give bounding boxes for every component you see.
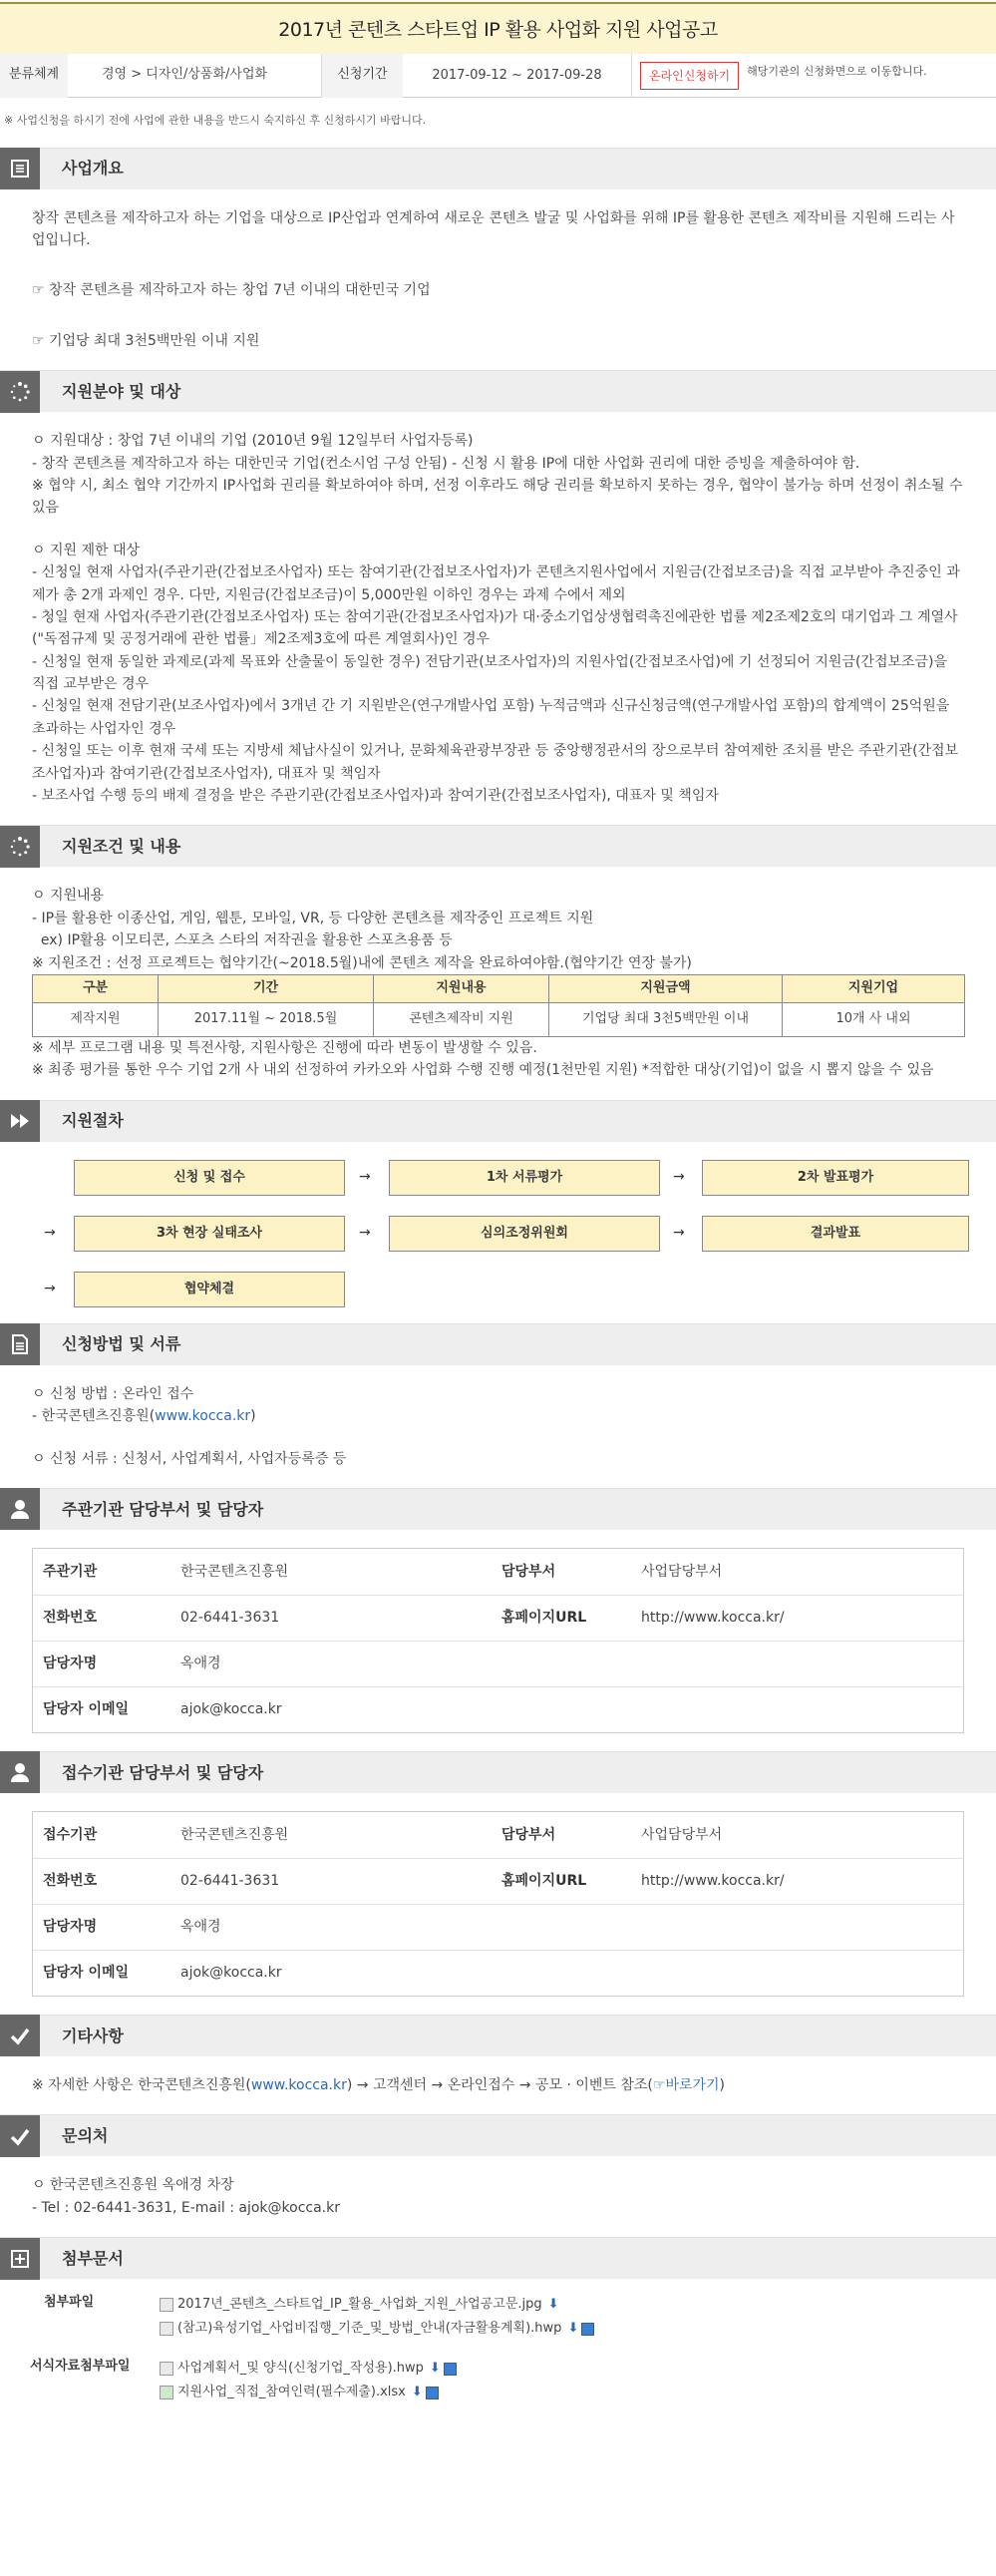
conditions-text: ※ 지원조건 : 선정 프로젝트는 협약기간(~2018.5월)내에 콘텐츠 제작을 완료하여야함.(협약기간 연장 불가) [32,954,692,971]
table-cell: 기업당 최대 3천5백만원 이내 [549,1002,783,1036]
meta-bar [0,54,996,98]
file-name[interactable]: 2017년_콘텐츠_스타트업_IP_활용_사업화_지원_사업공고문.jpg [177,2296,542,2312]
check-icon [0,2015,40,2056]
preview-icon[interactable] [581,2323,594,2336]
info-value: 옥애경 [180,1919,221,1936]
info-value: 옥애경 [180,1656,221,1672]
info-row [33,1812,963,1858]
conditions-text: - IP를 활용한 이종산업, 게임, 웹툰, 모바일, VR, 등 다양한 콘텐츠를 제작중인 프로젝트 지원 [32,910,594,926]
etc-text-middle: ) → 고객센터 → 온라인접수 → 공모 · 이벤트 참조( [346,2076,653,2093]
info-row [33,1904,963,1950]
overview-text: ☞ 기업당 최대 3천5백만원 이내 지원 [32,332,260,349]
procedure-step: 2차 발표평가 [702,1160,969,1196]
info-value: 한국콘텐츠진흥원 [180,1826,289,1843]
target-text: ㅇ 지원대상 : 창업 7년 이내의 기업 (2010년 9월 12일부터 사업자등록) [32,433,474,450]
target-text: - 신청일 현재 사업자(주관기관(간접보조사업자) 또는 참여기관(간접보조사업자)가 콘텐츠지원사업에서 지원금(간접보조금)을 직접 교부받아 추진중인 과제가 총 2개 과제인 경우. 다만, 지원금(간접보조금)이 5,000만원 이하인 경우는 과제 수에서 제외 [32,564,960,603]
file-item [160,2293,594,2317]
info-row [33,1950,963,1996]
arrow-icon: → [44,1224,56,1241]
apply-body [0,1365,996,1488]
table-header: 지원기업 [783,974,965,1002]
section-header-etc [0,2015,996,2056]
section-title: 주관기관 담당부서 및 담당자 [62,1499,264,1519]
attachments [0,2279,996,2416]
apply-text: ㅇ 신청 서류 : 신청서, 사업계획서, 사업자등록증 등 [32,1450,347,1467]
info-label: 담당자명 [43,1656,98,1672]
info-row [33,1641,963,1686]
table-header: 구분 [33,974,159,1002]
attachment-label: 서식자료첨부파일 [30,2359,131,2375]
table-header: 지원내용 [374,974,549,1002]
preview-icon[interactable] [426,2387,439,2399]
section-title: 지원조건 및 내용 [62,837,181,857]
section-header-receiver [0,1751,996,1793]
contact-body [0,2156,996,2237]
info-row [33,1549,963,1595]
apply-text-prefix: - 한국콘텐츠진흥원( [32,1408,156,1425]
section-title: 기타사항 [62,2025,124,2045]
contact-text: - Tel : 02-6441-3631, E-mail : ajok@kocca.kr [32,2199,340,2216]
table-cell: 콘텐츠제작비 지원 [374,1002,549,1036]
section-header-procedure [0,1100,996,1142]
homepage-url[interactable]: http://www.kocca.kr/ [641,1610,785,1627]
procedure-step: 신청 및 접수 [74,1160,345,1196]
file-name[interactable]: (참고)육성기업_사업비집행_기준_및_방법_안내(자금활용계획).hwp [177,2320,562,2336]
section-header-apply [0,1323,996,1365]
kocca-link[interactable]: www.kocca.kr [250,2076,347,2093]
info-label: 전화번호 [43,1610,98,1627]
section-title: 문의처 [62,2126,109,2146]
info-label: 전화번호 [43,1873,98,1890]
hwp-file-icon [160,2322,173,2336]
page [0,2,996,2416]
info-label: 홈페이지URL [501,1873,587,1890]
info-label: 담당자 이메일 [43,1965,130,1982]
receiver-info-table [32,1811,964,1997]
target-text: - 보조사업 수행 등의 배제 결정을 받은 주관기관(간접보조사업자)과 참여기관(간접보조사업자), 대표자 및 책임자 [32,788,719,805]
info-row [33,1595,963,1641]
info-label: 담당자명 [43,1919,98,1936]
apply-text: ㅇ 신청 방법 : 온라인 접수 [32,1385,194,1402]
category-label: 분류체계 [0,54,68,98]
table-cell: 2017.11월 ~ 2018.5월 [159,1002,374,1036]
etc-text-prefix: ※ 자세한 사항은 한국콘텐츠진흥원( [32,2076,251,2093]
conditions-text: ※ 최종 평가를 통한 우수 기업 2개 사 내외 선정하여 카카오와 사업화 수행 진행 예정(1천만원 지원) *적합한 대상(기업)이 없을 시 뽑지 않을 수 있음 [32,1062,934,1079]
online-apply-button[interactable]: 온라인신청하기 [640,62,739,90]
file-name[interactable]: 사업계획서_및 양식(신청기업_작성용).hwp [177,2360,424,2376]
spinner-icon [0,826,40,868]
conditions-text: ㅇ 지원내용 [32,888,105,905]
target-text: ※ 협약 시, 최소 협약 기간까지 IP사업화 권리를 확보하여야 하며, 선정 이후라도 해당 권리를 확보하지 못하는 경우, 협약이 불가능 하며 선정이 취소될 수 있음 [32,477,963,517]
etc-text [32,2074,964,2096]
attachment-group [0,2357,996,2404]
preview-icon[interactable] [444,2363,457,2376]
section-title: 지원분야 및 대상 [62,381,181,401]
info-value: 02-6441-3631 [180,1610,280,1627]
download-icon[interactable]: ⬇ [567,2320,579,2336]
shortcut-link[interactable]: ☞바로가기 [652,2076,720,2093]
procedure-step: 1차 서류평가 [389,1160,660,1196]
etc-body [0,2056,996,2114]
etc-text-suffix: ) [719,2076,726,2093]
document-icon [0,148,40,189]
info-label: 홈페이지URL [501,1610,587,1627]
info-label: 접수기관 [43,1826,98,1843]
section-header-contact [0,2114,996,2156]
overview-text: 창작 콘텐츠를 제작하고자 하는 기업을 대상으로 IP산업과 연계하여 새로운 콘텐츠 발굴 및 사업화를 위해 IP를 활용한 콘텐츠 제작비를 지원해 드리는 사업입니다. [32,209,955,248]
attachment-group [0,2293,996,2341]
apply-text-suffix: ) [250,1408,256,1425]
attachment-label: 첨부파일 [44,2295,95,2311]
file-item [160,2357,457,2381]
target-text: - 창작 콘텐츠를 제작하고자 하는 대한민국 기업(컨소시엄 구성 안됨) - 신청 시 활용 IP에 대한 사업화 권리에 대한 증빙을 제출하여야 함. [32,455,860,472]
download-icon[interactable]: ⬇ [411,2384,423,2399]
section-title: 접수기관 담당부서 및 담당자 [62,1762,264,1782]
procedure-flow [0,1142,996,1323]
target-text: - 청일 현재 사업자(주관기관(간접보조사업자) 또는 참여기관(간접보조사업자)가 대·중소기업상생협력촉진에관한 법률 제2조제2호의 대기업과 그 계열사("독점규제 및 공정거래에 관한 법률」제2조제3호에 따른 계열회사)인 경우 [32,608,958,648]
table-row [33,1002,965,1036]
check-icon [0,2115,40,2157]
section-header-files [0,2237,996,2279]
plus-icon [0,2238,40,2280]
document-icon [0,1323,40,1365]
kocca-link[interactable]: www.kocca.kr [155,1408,251,1425]
homepage-url[interactable]: http://www.kocca.kr/ [641,1873,785,1890]
page-title: 2017년 콘텐츠 스타트업 IP 활용 사업화 지원 사업공고 [0,2,996,54]
info-row [33,1686,963,1732]
info-value: 02-6441-3631 [180,1873,280,1890]
info-label: 담당자 이메일 [43,1701,130,1718]
section-title: 첨부문서 [62,2248,124,2268]
category-value: 경영 > 디자인/상품화/사업화 [102,67,268,83]
info-value: ajok@kocca.kr [180,1965,282,1982]
image-file-icon [160,2298,173,2312]
arrow-icon: → [44,1280,56,1296]
overview-text: ☞ 창작 콘텐츠를 제작하고자 하는 창업 7년 이내의 대한민국 기업 [32,282,431,299]
period-value: 2017-09-12 ~ 2017-09-28 [403,54,632,98]
fast-forward-icon [0,1100,40,1142]
overview-body [0,189,996,371]
procedure-step: 협약체결 [74,1272,345,1307]
section-header-overview [0,148,996,189]
host-info-table [32,1548,964,1733]
target-body [0,412,996,825]
info-label: 담당부서 [501,1563,556,1580]
table-cell: 제작지원 [33,1002,159,1036]
spinner-icon [0,371,40,413]
section-title: 신청방법 및 서류 [62,1334,181,1354]
conditions-text: ※ 세부 프로그램 내용 및 특전사항, 지원사항은 진행에 따라 변동이 발생할 수 있음. [32,1039,537,1056]
section-header-target [0,370,996,412]
target-text: ㅇ 지원 제한 대상 [32,542,141,558]
info-label: 주관기관 [43,1563,98,1580]
info-row [33,1858,963,1904]
section-header-conditions [0,825,996,867]
arrow-icon: → [359,1224,371,1241]
info-value: ajok@kocca.kr [180,1701,282,1718]
info-value: 한국콘텐츠진흥원 [180,1563,289,1580]
notice-text: ※ 사업신청을 하시기 전에 사업에 관한 내용을 반드시 숙지하신 후 신청하시기 바랍니다. [4,114,427,127]
download-icon[interactable]: ⬇ [547,2296,559,2312]
arrow-icon: → [673,1224,685,1241]
target-text: - 신청일 또는 이후 현재 국세 또는 지방세 체납사실이 있거나, 문화체육관광부장관 등 중앙행정관서의 장으로부터 참여제한 조치를 받은 주관기관(간접보조사업자)과 참여기관(간접보조사업자), 대표자 및 책임자 [32,743,959,782]
apply-text [32,1405,964,1427]
file-name[interactable]: 지원사업_직접_참여인력(필수제출).xlsx [177,2384,406,2399]
procedure-step: 심의조정위원회 [389,1216,660,1252]
target-text: - 신청일 현재 전담기관(보조사업자)에서 3개년 간 기 지원받은(연구개발사업 포함) 누적금액과 신규신청금액(연구개발사업 포함)의 합계액이 25억원을 초과하는 사업자인 경우 [32,698,950,737]
target-text: - 신청일 현재 동일한 과제로(과제 목표와 산출물이 동일한 경우) 전담기관(보조사업자)의 지원사업(간접보조사업)에 기 선정되어 지원금(간접보조금)을 직접 교부받은 경우 [32,653,948,693]
hwp-file-icon [160,2362,173,2376]
section-title: 지원절차 [62,1111,124,1131]
arrow-icon: → [673,1168,685,1185]
section-title: 사업개요 [62,159,124,179]
apply-note: 해당기관의 신청화면으로 이동합니다. [747,64,927,78]
section-header-host [0,1488,996,1530]
info-label: 담당부서 [501,1826,556,1843]
table-cell: 10개 사 내외 [783,1002,965,1036]
table-header: 기간 [159,974,374,1002]
person-icon [0,1751,40,1793]
conditions-text: ex) IP활용 이모티콘, 스포츠 스타의 저작권을 활용한 스포츠용품 등 [32,932,453,949]
download-icon[interactable]: ⬇ [429,2360,441,2376]
file-item [160,2317,594,2341]
support-table [32,974,965,1037]
info-value: 사업담당부서 [641,1563,723,1580]
info-value: 사업담당부서 [641,1826,723,1843]
excel-file-icon [160,2386,173,2399]
conditions-body [0,867,996,1099]
file-item [160,2381,457,2404]
procedure-step: 결과발표 [702,1216,969,1252]
contact-text: ㅇ 한국콘텐츠진흥원 옥애경 차장 [32,2177,234,2194]
period-label: 신청기간 [321,54,403,98]
table-header: 지원금액 [549,974,783,1002]
arrow-icon: → [359,1168,371,1185]
person-icon [0,1488,40,1530]
procedure-step: 3차 현장 실태조사 [74,1216,345,1252]
